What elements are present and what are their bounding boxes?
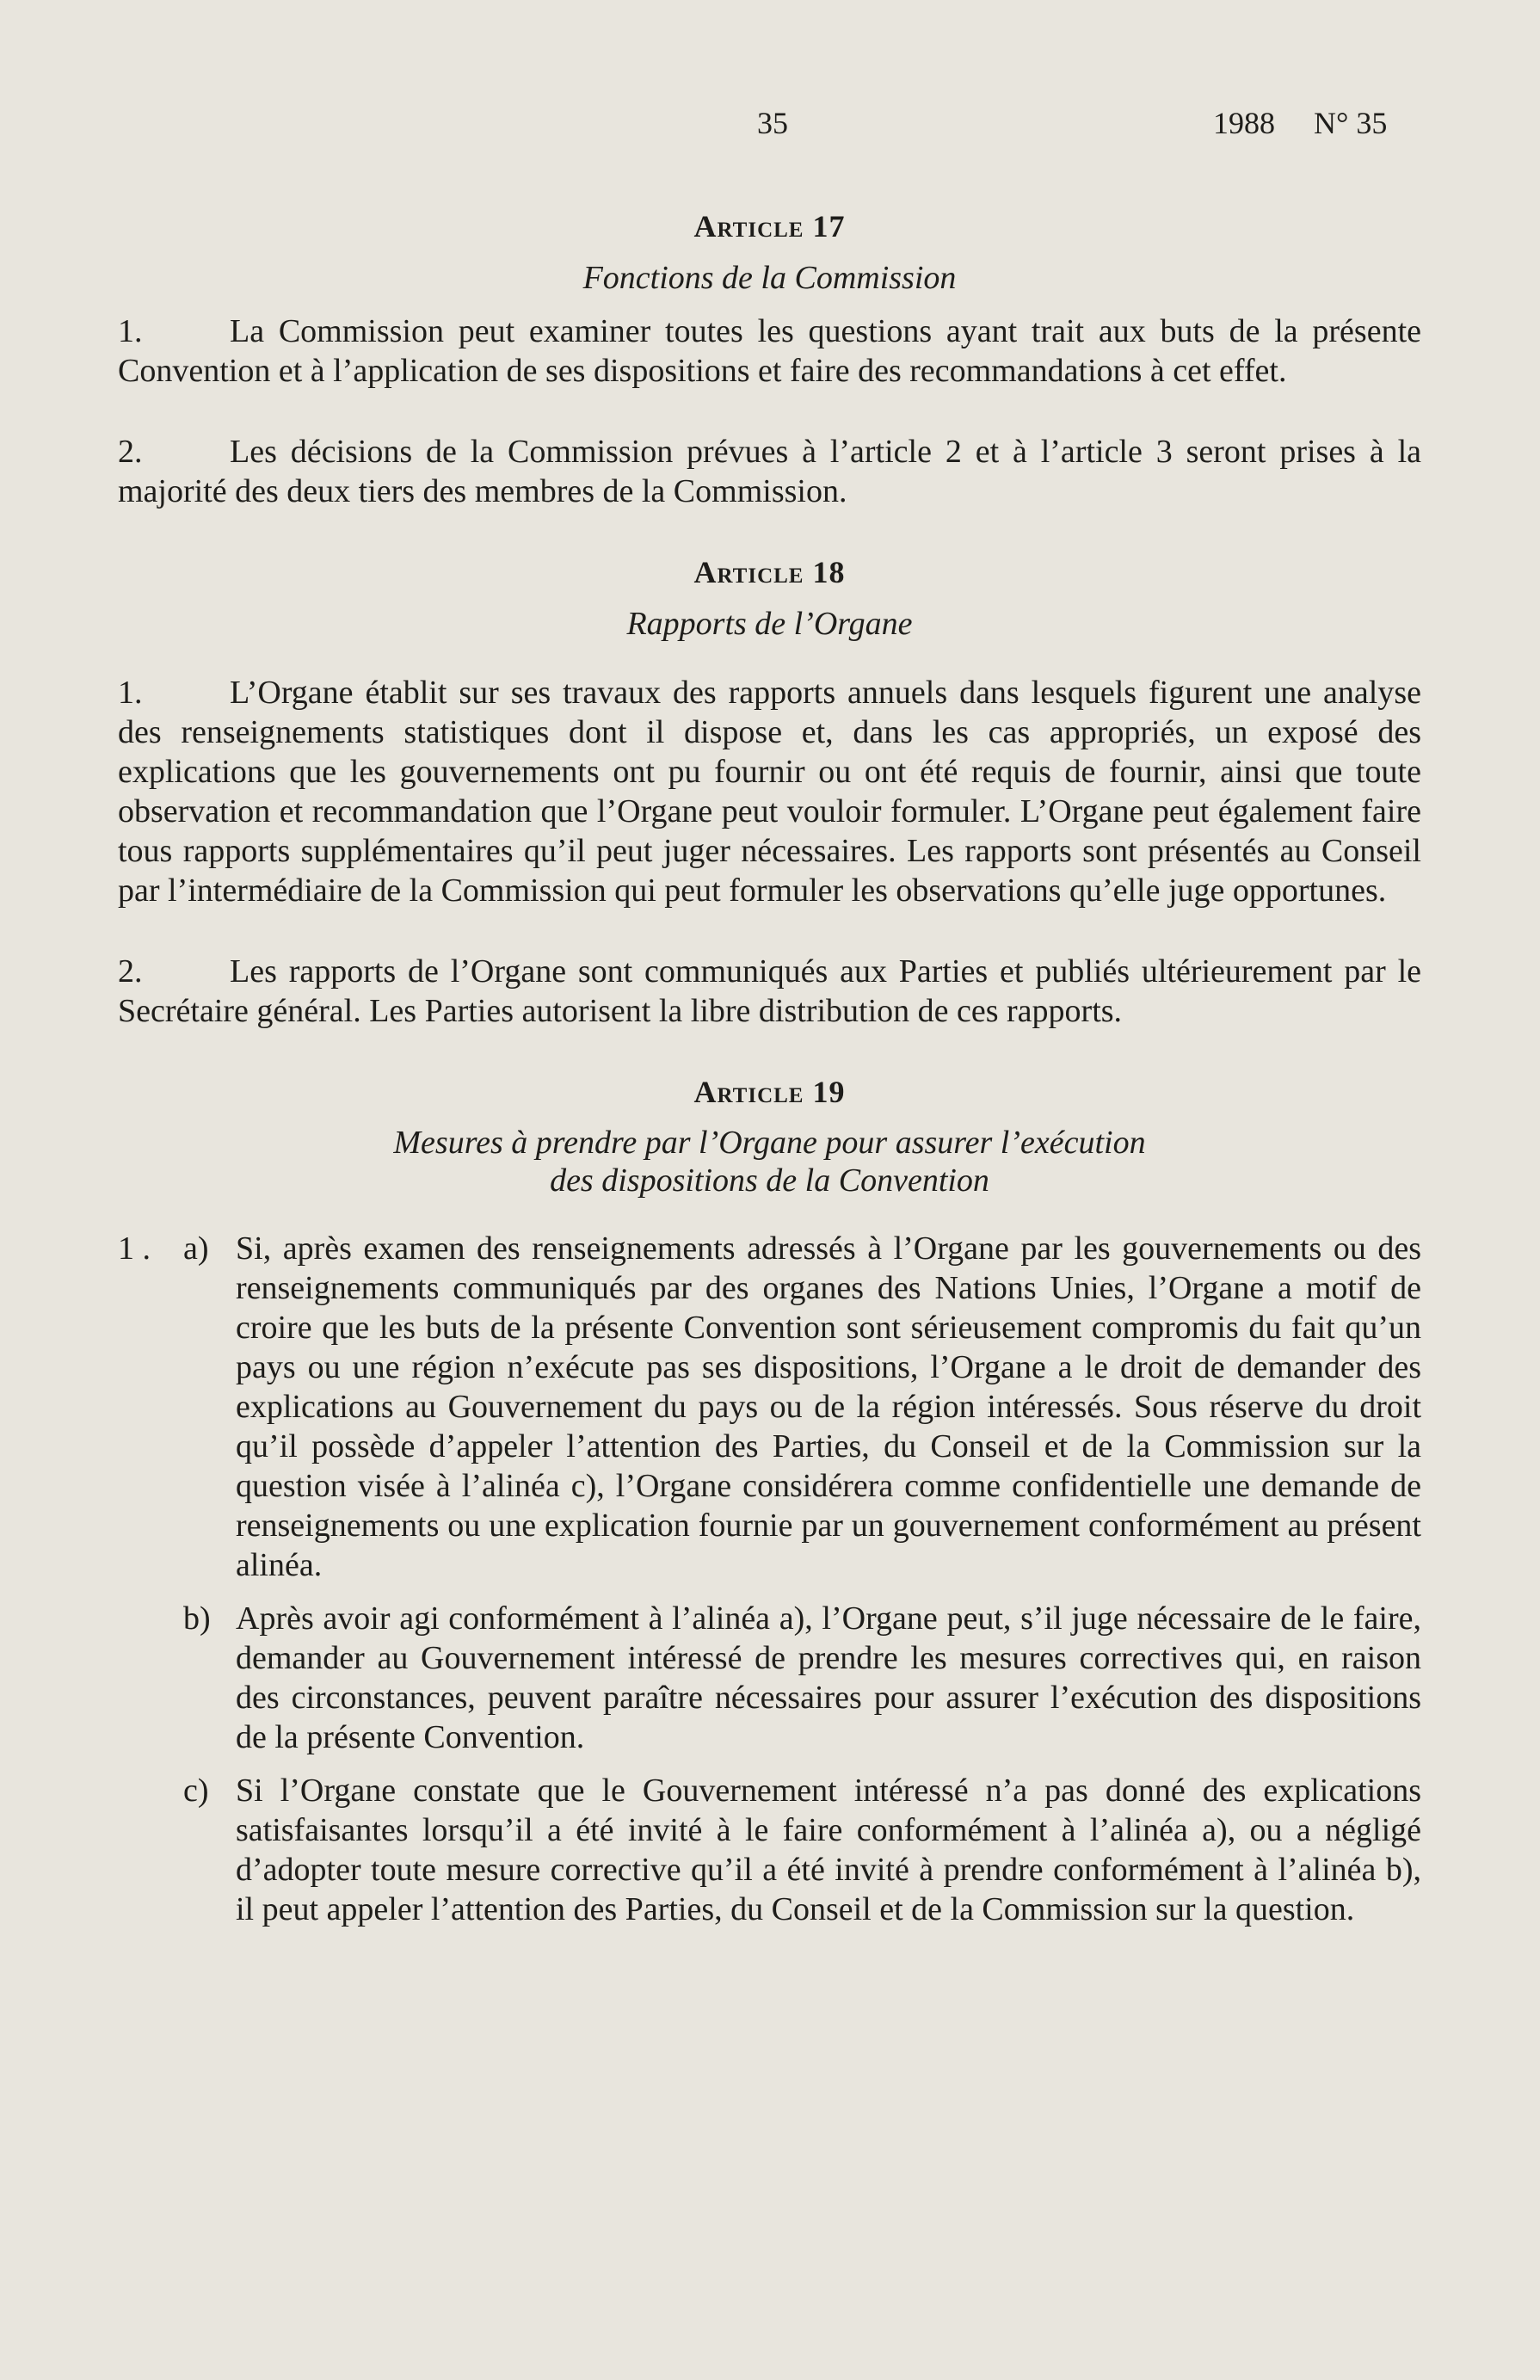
paragraph-text: Les décisions de la Commission prévues à l’article 2 et à l’article 3 seront prises à la majorité des deux tiers des membres de la Commission. [118,434,1421,509]
item-marker: c) [183,1773,209,1809]
document-body [118,207,1421,1929]
article-title-line: des dispositions de la Convention [550,1162,989,1199]
year-and-number: 1988 N° 35 [1213,106,1388,140]
article-heading: Article 18 [693,555,846,589]
article-title: Rapports de l’Organe [626,606,913,642]
article-title: Fonctions de la Commission [582,260,957,296]
article-heading: Article 17 [693,209,846,244]
item-text: Si, après examen des renseignements adressés à l’Organe par les gouvernements ou des renseignements communiqués par des organes des Nations Unies, l’Organe a motif de croire que les buts de la présente Convention sont sérieusement compromis du fait qu’un pays ou une région n’exécute pas ses dispositions, l’Organe a le droit de demander des explications au Gouvernement du pays ou de la région intéressés. Sous réserve du droit qu’il possède d’appeler l’attention des Parties, du Conseil et de la Commission sur la question visée à l’alinéa c), l’Organe considérera comme confidentielle une demande de renseignements ou une explication fournie par un gouvernement conformément au présent alinéa. [236,1230,1421,1583]
paragraph-number: 1 . [118,1230,151,1267]
paragraph-number: 2. [118,953,143,990]
item-text: Après avoir agi conformément à l’alinéa a), l’Organe peut, s’il juge nécessaire de le faire, demander au Gouvernement intéressé de prendre les mesures correctives qui, en raison des circonstances, peuvent paraître nécessaires pour assurer l’exécution des dispositions de la présente Convention. [236,1600,1421,1755]
paragraph-number: 1. [118,313,143,349]
paragraph-text: La Commission peut examiner toutes les questions ayant trait aux buts de la présente Convention et à l’application de ses dispositions et faire des recommandations à cet effet. [118,313,1421,389]
article-title [118,1124,1421,1199]
paragraph-number: 1. [118,675,143,711]
item-text: Si l’Organe constate que le Gouvernement intéressé n’a pas donné des explications satisfaisantes lorsqu’il a été invité à le faire conformément à l’alinéa a), ou a négligé d’adopter toute mesure corrective qu’il a été invité à prendre conformément à l’alinéa b), il peut appeler l’attention des Parties, du Conseil et de la Commission sur la question. [236,1773,1421,1927]
page-number: 35 [757,106,788,140]
paragraph-text: Les rapports de l’Organe sont communiqués aux Parties et publiés ultérieurement par le Secrétaire général. Les Parties autorisent la libre distribution de ces rapports. [118,953,1421,1029]
item-marker: a) [183,1230,209,1267]
article-heading: Article 19 [693,1075,846,1109]
article-17 [118,207,1421,511]
page-header [0,105,1540,157]
paragraph [118,952,1421,1031]
item-marker: b) [183,1600,211,1637]
paragraph [118,311,1421,391]
list-item [118,1229,1421,1585]
paragraph [118,673,1421,910]
list-item [118,1599,1421,1757]
article-title-line: Mesures à prendre par l’Organe pour assurer l’exécution [393,1125,1146,1161]
list-item [118,1771,1421,1929]
paragraph [118,432,1421,511]
article-19 [118,1072,1421,1929]
paragraph-number: 2. [118,434,143,470]
article-18 [118,552,1421,1031]
paragraph-text: L’Organe établit sur ses travaux des rapports annuels dans lesquels figurent une analyse des renseignements statistiques dont il dispose et, dans les cas appropriés, un exposé des explications que les gouvernements ont pu fournir ou ont été requis de fournir, ainsi que toute observation et recommandation que l’Organe peut vouloir formuler. L’Organe peut également faire tous rapports supplémentaires qu’il peut juger nécessaires. Les rapports sont présentés au Conseil par l’intermédiaire de la Commission qui peut formuler les observations qu’elle juge opportunes. [118,675,1421,909]
